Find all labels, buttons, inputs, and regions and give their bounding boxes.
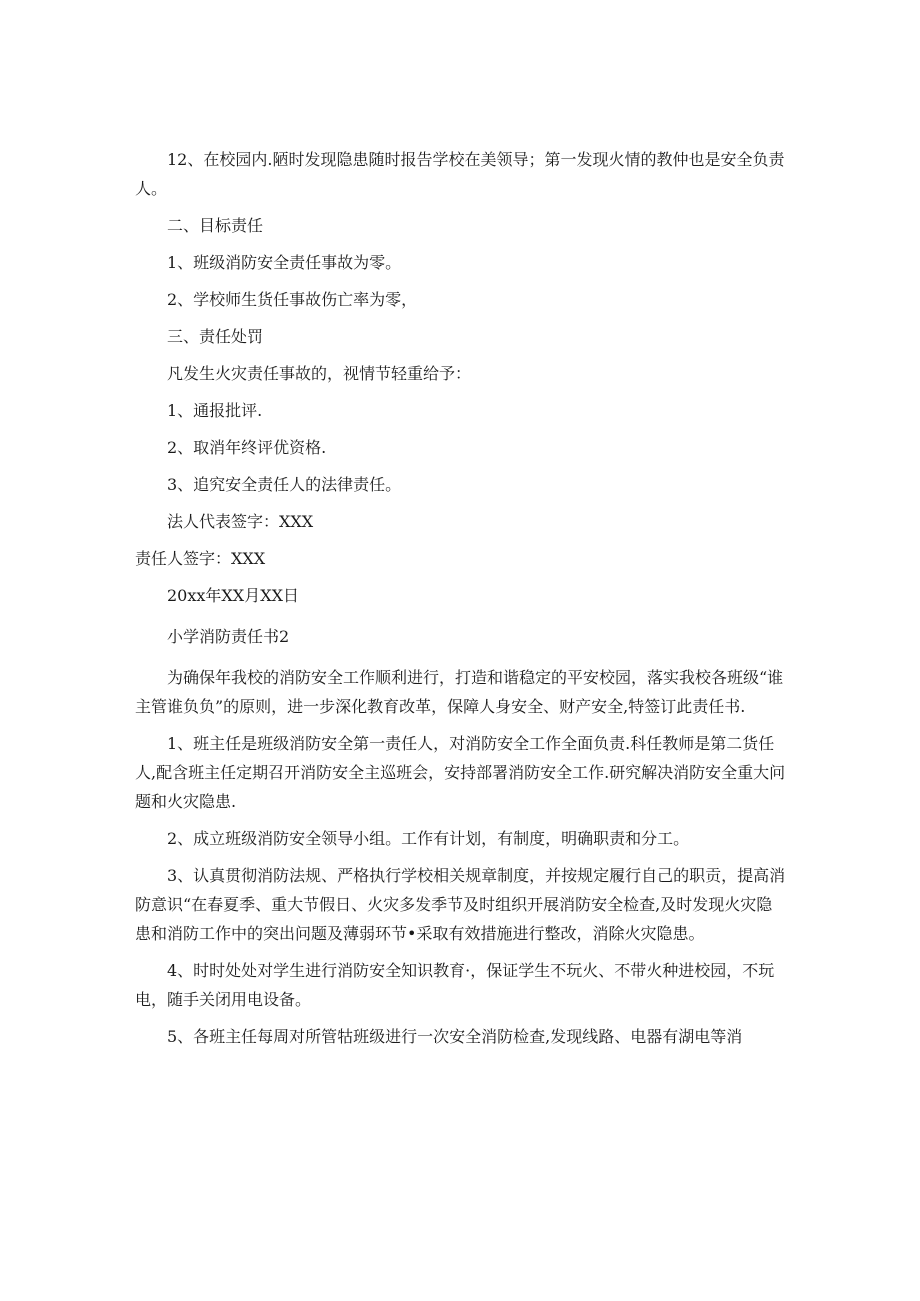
target-item-1: 1、班级消防安全责任事故为零。 [167, 253, 402, 272]
legal-rep-signature: 法人代表签字：XXX [167, 512, 314, 531]
paragraph-item-12: 12、在校园内.陋时发现隐患随时报告学校在美领导；第一发现火情的教仲也是安全负责人。 [135, 150, 785, 198]
penalty-item-2: 2、取消年终评优资格. [167, 438, 327, 457]
target-item-2: 2、学校师生货任事故伤亡率为零， [167, 290, 418, 309]
duty-item-5: 5、各班主任每周对所管牯班级进行一次安全消防检查,发现线路、电器有湖电等消 [167, 1027, 743, 1046]
duty-item-3: 3、认真贯彻消防法规、严格执行学校相关规章制度，并按规定履行自己的职贡，提高消防意识“在春夏季、重大节假日、火灾多发季节及时组织开展消防安全检查,及时发现火灾隐患和消防工作中的突出问题及薄弱环节•采取有效措施进行整改，消除火灾隐患。 [135, 866, 786, 943]
document-body [135, 145, 787, 1051]
duty-item-4: 4、时时处处对学生进行消防安全知识教育·，保证学生不玩火、不带火种进校园，不玩电，随手关闭用电设备。 [135, 961, 775, 1009]
section-title: 小学消防责任书2 [167, 627, 290, 646]
duty-item-2: 2、成立班级消防安全领导小组。工作有计划，有制度，明确职责和分工。 [167, 829, 690, 848]
penalty-item-1: 1、通报批评. [167, 401, 263, 420]
duty-item-1: 1、班主任是班级消防安全第一责任人，对消防安全工作全面负责.科任教师是第二货任人,配含班主任定期召开消防安全主巡班会，安持部署消防安全工作.研究解决消防安全重大问题和火灾隐患. [135, 734, 786, 811]
date-line: 20xx年XX月XX日 [167, 586, 299, 605]
responsible-signature: 责任人签字：XXX [135, 549, 266, 568]
penalty-item-3: 3、追究安全责任人的法律责任。 [167, 475, 402, 494]
heading-target-responsibility: 二、目标责任 [167, 216, 264, 235]
penalty-intro: 凡发生火灾责任事故的，视情节轻重给予： [167, 364, 472, 383]
intro-paragraph: 为确保年我校的消防安全工作顺利进行，打造和谐稳定的平安校园，落实我校各班级“谁主管谁负负”的原则，进一步深化教育改革，保障人身安全、财产安全,特签订此责任书. [135, 668, 784, 716]
heading-penalty: 三、责任处罚 [167, 327, 264, 346]
